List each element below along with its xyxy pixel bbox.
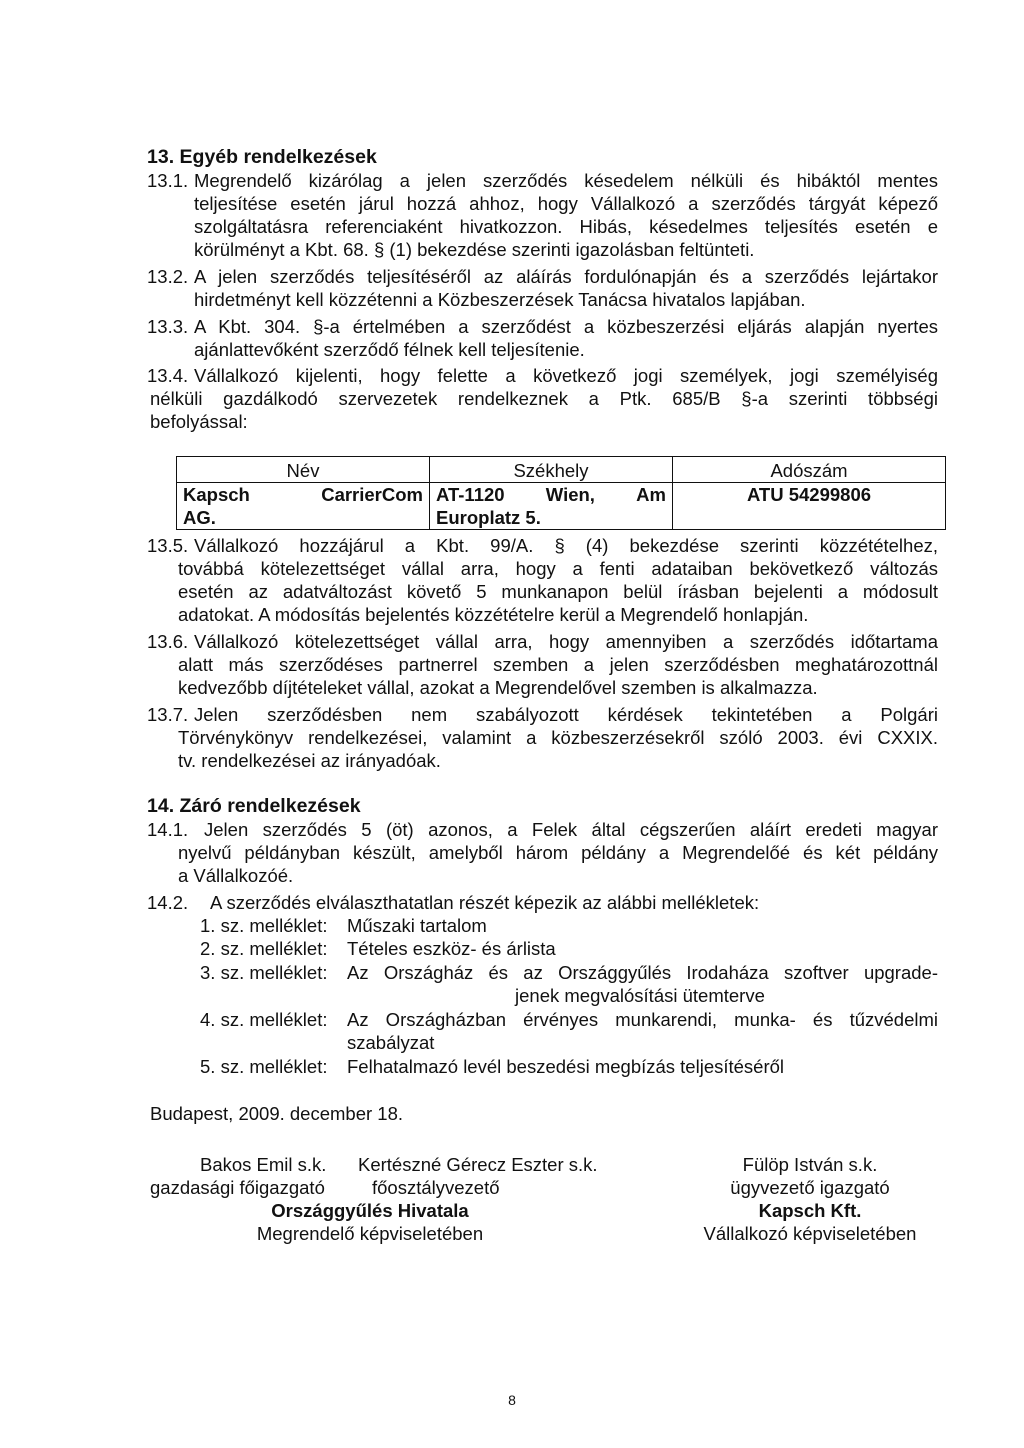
annex-label: 4. sz. melléklet:: [200, 1009, 328, 1030]
header-name: Név: [177, 457, 430, 483]
annex-title: Az Országházban érvényes munkarendi, munka- és tűzvédelmi: [347, 1009, 938, 1030]
clause-14-2-number: 14.2.: [147, 892, 189, 913]
clause-14-2-text: A szerződés elválaszthatatlan részét képezik az alábbi mellékletek:: [210, 892, 760, 913]
clause-13-1-number: 13.1.: [147, 170, 189, 191]
clause-13-4-line: Vállalkozó kijelenti, hogy felette a következő jogi személyek, jogi személyiség: [194, 365, 938, 386]
clause-13-2-line: hirdetményt kell közzétenni a Közbeszerzések Tanácsa hivatalos lapjában.: [194, 289, 806, 310]
clause-14-1-number: 14.1.: [147, 819, 189, 840]
clause-13-6-line: alatt más szerződéses partnerrel szemben a jelen szerződésben meghatározottnál: [178, 654, 938, 675]
client-organization: Országgyűlés Hivatala: [271, 1200, 469, 1221]
clause-13-5-line: továbbá kötelezettséget vállal arra, hogy a fenti adataiban bekövetkező változás: [178, 558, 938, 579]
cell-company-seat: [430, 483, 673, 530]
annex-title: Tételes eszköz- és árlista: [347, 938, 556, 959]
contractor-organization: Kapsch Kft.: [758, 1200, 862, 1221]
annex-title: Felhatalmazó levél beszedési megbízás teljesítéséről: [347, 1056, 785, 1077]
clause-13-3-number: 13.3.: [147, 316, 189, 337]
company-name-part: AG.: [183, 507, 216, 528]
clause-13-7-number: 13.7.: [147, 704, 189, 725]
clause-13-5-line: Vállalkozó hozzájárul a Kbt. 99/A. § (4) bekezdése szerinti közzétételhez,: [194, 535, 938, 556]
clause-13-5-line: esetén az adatváltozást követő 5 munkanapon belül írásban bejelenti a módosult: [178, 581, 938, 602]
clause-13-1-line: Megrendelő kizárólag a jelen szerződés késedelem nélküli és hibáktól mentes: [194, 170, 938, 191]
clause-13-4-number: 13.4.: [147, 365, 189, 386]
annex-label: 5. sz. melléklet:: [200, 1056, 328, 1077]
seat-part: AT-1120: [436, 484, 505, 505]
clause-13-1-line: körülményt a Kbt. 68. § (1) bekezdése szerinti igazolásban feltünteti.: [194, 239, 755, 260]
company-name-part: Kapsch: [183, 484, 250, 505]
signatory-title: főosztályvezető: [372, 1177, 500, 1198]
table-header-row: [177, 457, 946, 483]
seat-part: Wien,: [545, 484, 595, 505]
client-representation: Megrendelő képviseletében: [256, 1223, 484, 1244]
majority-owner-table: [176, 456, 946, 530]
seat-part: Europlatz 5.: [436, 507, 541, 528]
clause-13-2-line: A jelen szerződés teljesítéséről az aláírás fordulónapján és a szerződés lejártakor: [194, 266, 938, 287]
annex-label: 3. sz. melléklet:: [200, 962, 328, 983]
clause-13-2-number: 13.2.: [147, 266, 189, 287]
clause-13-1-line: teljesítése esetén járul hozzá ahhoz, hogy Vállalkozó a szerződés tárgyát képező: [194, 193, 938, 214]
contractor-signatory-name: Fülöp István s.k.: [742, 1154, 878, 1175]
header-tax-number: Adószám: [673, 457, 946, 483]
annex-label: 1. sz. melléklet:: [200, 915, 328, 936]
page-number: 8: [508, 1392, 516, 1408]
clause-13-7-line: tv. rendelkezései az irányadóak.: [178, 750, 441, 771]
clause-13-5-number: 13.5.: [147, 535, 189, 556]
section-14-title: 14. Záró rendelkezések: [147, 795, 361, 817]
company-name-part: CarrierCom: [321, 484, 423, 505]
clause-13-7-line: Jelen szerződésben nem szabályozott kérdések tekintetében a Polgári: [194, 704, 938, 725]
clause-13-1-line: szolgáltatásra referenciaként hivatkozzon. Hibás, késedelmes teljesítés esetén e: [194, 216, 938, 237]
table-row: [177, 483, 946, 530]
header-seat: Székhely: [430, 457, 673, 483]
cell-company-name: [177, 483, 430, 530]
signatory-name: Kertészné Gérecz Eszter s.k.: [358, 1154, 598, 1175]
clause-13-6-line: Vállalkozó kötelezettséget vállal arra, hogy amennyiben a szerződés időtartama: [194, 631, 938, 652]
section-13-title: 13. Egyéb rendelkezések: [147, 146, 377, 168]
clause-13-3-line: A Kbt. 304. §-a értelmében a szerződést a közbeszerzési eljárás alapján nyertes: [194, 316, 938, 337]
clause-13-6-line: kedvezőbb díjtételeket vállal, azokat a Megrendelővel szemben is alkalmazza.: [178, 677, 818, 698]
clause-13-7-line: Törvénykönyv rendelkezései, valamint a közbeszerzésekről szóló 2003. évi CXXIX.: [178, 727, 938, 748]
annex-title: Az Országház és az Országgyűlés Irodaháza szoftver upgrade-: [347, 962, 938, 983]
clause-13-4-line: befolyással:: [150, 411, 248, 432]
signatory-name: Bakos Emil s.k.: [200, 1154, 327, 1175]
contractor-signatory-title: ügyvezető igazgató: [730, 1177, 890, 1198]
contractor-representation: Vállalkozó képviseletében: [703, 1223, 917, 1244]
clause-14-1-line: Jelen szerződés 5 (öt) azonos, a Felek által cégszerűen aláírt eredeti magyar: [204, 819, 938, 840]
annex-title: szabályzat: [347, 1032, 435, 1053]
signatory-title: gazdasági főigazgató: [150, 1177, 325, 1198]
clause-13-4-line: nélküli gazdálkodó szervezetek rendelkeznek a Ptk. 685/B §-a szerinti többségi: [150, 388, 938, 409]
annex-title: jenek megvalósítási ütemterve: [515, 985, 765, 1006]
seat-part: Am: [636, 484, 666, 505]
clause-13-6-number: 13.6.: [147, 631, 189, 652]
clause-14-1-line: a Vállalkozóé.: [178, 865, 294, 886]
clause-13-3-line: ajánlattevőként szerződő félnek kell teljesítenie.: [194, 339, 585, 360]
cell-tax-number: ATU 54299806: [673, 483, 946, 530]
place-date: Budapest, 2009. december 18.: [150, 1103, 404, 1124]
clause-14-1-line: nyelvű példányban készült, amelyből három példány a Megrendelőé és két példány: [178, 842, 938, 863]
annex-title: Műszaki tartalom: [347, 915, 487, 936]
annex-label: 2. sz. melléklet:: [200, 938, 328, 959]
clause-13-5-line: adatokat. A módosítás bejelentés közzétételre kerül a Megrendelő honlapján.: [178, 604, 809, 625]
